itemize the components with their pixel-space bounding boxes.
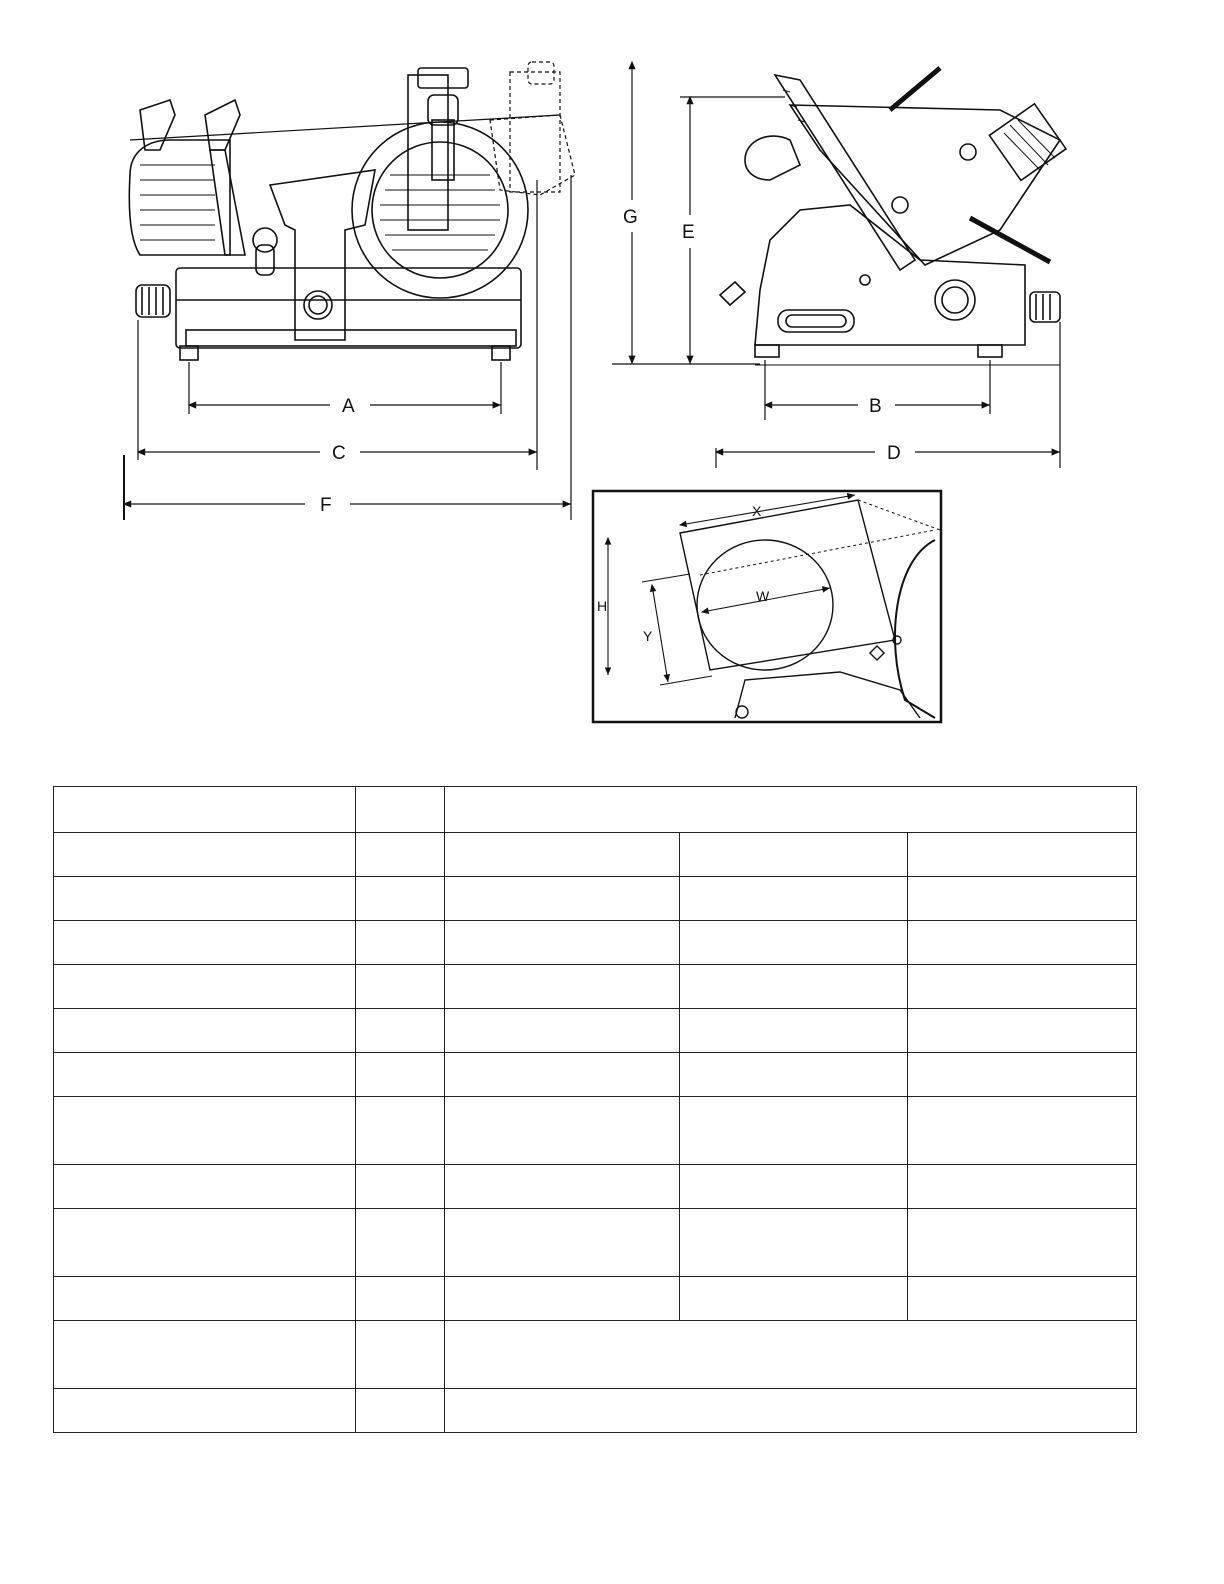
inset-label-y: Y — [643, 628, 653, 644]
table-cell — [445, 921, 680, 965]
table-cell — [54, 1389, 356, 1433]
table-cell — [54, 921, 356, 965]
inset-label-x: X — [752, 503, 762, 519]
table-cell — [356, 1209, 445, 1277]
table-cell — [908, 1009, 1137, 1053]
table-cell — [54, 1277, 356, 1321]
table-row — [54, 1009, 1137, 1053]
table-cell — [680, 1209, 908, 1277]
table-cell — [356, 1053, 445, 1097]
table-cell — [908, 965, 1137, 1009]
dimension-label-g: G — [623, 207, 638, 228]
table-cell — [908, 1053, 1137, 1097]
side-view-dimensions — [612, 62, 1060, 468]
table-cell — [54, 1009, 356, 1053]
table-cell — [680, 921, 908, 965]
specification-table — [53, 786, 1137, 1433]
table-cell — [908, 1209, 1137, 1277]
table-cell — [908, 1165, 1137, 1209]
table-row — [54, 1321, 1137, 1389]
table-row — [54, 1053, 1137, 1097]
cutting-capacity-inset — [593, 491, 941, 722]
table-cell — [680, 1165, 908, 1209]
table-cell — [445, 833, 680, 877]
table-cell — [908, 1277, 1137, 1321]
table-cell — [356, 1277, 445, 1321]
table-cell — [680, 877, 908, 921]
table-cell — [908, 833, 1137, 877]
table-cell — [908, 921, 1137, 965]
table-row — [54, 1389, 1137, 1433]
table-row — [54, 1165, 1137, 1209]
table-cell — [356, 1097, 445, 1165]
table-cell — [445, 1389, 1137, 1433]
table-cell — [445, 1277, 680, 1321]
table-cell — [445, 877, 680, 921]
table-cell — [356, 1009, 445, 1053]
table-cell — [445, 787, 1137, 833]
table-cell — [54, 1165, 356, 1209]
table-cell — [356, 1389, 445, 1433]
dimension-label-f: F — [320, 495, 332, 516]
inset-label-w: W — [756, 588, 770, 604]
table-cell — [680, 1009, 908, 1053]
table-cell — [445, 1209, 680, 1277]
table-cell — [445, 1165, 680, 1209]
table-cell — [356, 1165, 445, 1209]
slicer-dimension-drawing — [0, 0, 1224, 780]
table-cell — [680, 965, 908, 1009]
table-cell — [54, 1053, 356, 1097]
table-cell — [54, 787, 356, 833]
table-cell — [445, 1009, 680, 1053]
front-view-ghost-outline — [490, 62, 575, 195]
table-cell — [445, 965, 680, 1009]
table-cell — [356, 921, 445, 965]
table-cell — [356, 787, 445, 833]
side-view-slicer — [720, 68, 1066, 365]
table-cell — [908, 1097, 1137, 1165]
table-cell — [54, 877, 356, 921]
dimension-label-c: C — [332, 443, 346, 464]
table-header-row — [54, 787, 1137, 833]
table-cell — [445, 1097, 680, 1165]
table-cell — [54, 1097, 356, 1165]
table-cell — [680, 1277, 908, 1321]
table-cell — [908, 877, 1137, 921]
table-cell — [445, 1321, 1137, 1389]
table-row — [54, 877, 1137, 921]
table-cell — [54, 1209, 356, 1277]
table-row — [54, 1097, 1137, 1165]
table-row — [54, 833, 1137, 877]
table-cell — [680, 1053, 908, 1097]
table-row — [54, 921, 1137, 965]
table-cell — [356, 833, 445, 877]
dimension-label-d: D — [887, 443, 901, 464]
dimension-label-b: B — [869, 396, 882, 417]
inset-label-h: H — [597, 598, 608, 614]
table-cell — [445, 1053, 680, 1097]
dimension-label-a: A — [342, 396, 355, 417]
table-cell — [54, 1321, 356, 1389]
table-row — [54, 965, 1137, 1009]
table-cell — [54, 965, 356, 1009]
front-view-slicer — [129, 68, 560, 360]
table-cell — [680, 833, 908, 877]
table-cell — [680, 1097, 908, 1165]
table-cell — [356, 877, 445, 921]
table-cell — [356, 965, 445, 1009]
table-cell — [356, 1321, 445, 1389]
table-cell — [54, 833, 356, 877]
table-row — [54, 1277, 1137, 1321]
table-row — [54, 1209, 1137, 1277]
dimension-label-e: E — [682, 222, 695, 243]
